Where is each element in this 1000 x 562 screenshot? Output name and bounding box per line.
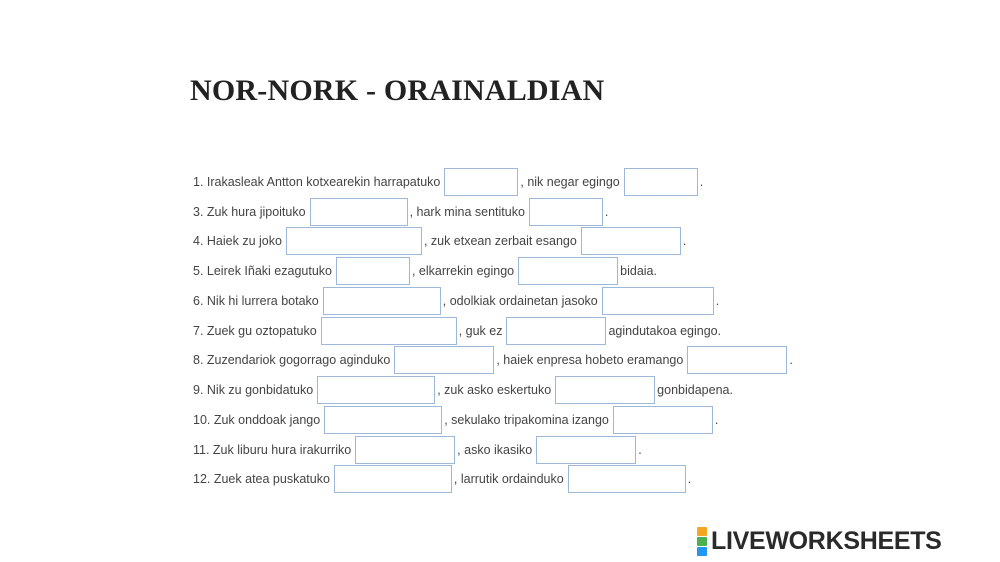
exercise-row [193, 197, 873, 227]
answer-input-10-1[interactable] [355, 436, 455, 464]
sentence-text: 8. Zuzendariok gogorrago aginduko [193, 353, 391, 368]
sentence-text: 4. Haiek zu joko [193, 234, 282, 249]
sentence-text: 12. Zuek atea puskatuko [193, 472, 330, 487]
sentence-text: , elkarrekin egingo [411, 264, 515, 279]
sentence-text: 3. Zuk hura jipoituko [193, 204, 306, 219]
exercise-row [193, 316, 873, 346]
answer-input-6-1[interactable] [321, 317, 457, 345]
exercise-list [193, 167, 873, 494]
sentence-text: 9. Nik zu gonbidatuko [193, 383, 314, 398]
sentence-text: , guk ez [458, 323, 503, 338]
sentence-text: , sekulako tripakomina izango [444, 412, 609, 427]
answer-input-5-2[interactable] [602, 287, 714, 315]
exercise-row [193, 167, 873, 197]
answer-input-4-2[interactable] [518, 257, 618, 285]
sentence-text: gonbidapena. [657, 383, 733, 398]
answer-input-2-1[interactable] [310, 198, 408, 226]
logo-icon [697, 527, 707, 556]
sentence-text: , odolkiak ordainetan jasoko [442, 293, 598, 308]
exercise-row [193, 375, 873, 405]
answer-input-1-2[interactable] [624, 168, 698, 196]
sentence-text: . [638, 442, 642, 457]
answer-input-4-1[interactable] [336, 257, 410, 285]
answer-input-11-2[interactable] [568, 465, 686, 493]
sentence-text: agindutakoa egingo. [608, 323, 722, 338]
sentence-text: . [789, 353, 793, 368]
liveworksheets-logo[interactable] [697, 526, 942, 556]
page-title: NOR-NORK - ORAINALDIAN [190, 74, 605, 107]
sentence-text: . [687, 472, 692, 487]
answer-input-10-2[interactable] [536, 436, 636, 464]
sentence-text: 7. Zuek gu oztopatuko [193, 323, 317, 338]
answer-input-3-2[interactable] [581, 227, 681, 255]
answer-input-8-1[interactable] [317, 376, 435, 404]
sentence-text: , nik negar egingo [520, 174, 620, 189]
exercise-row [193, 256, 873, 286]
sentence-text: . [682, 234, 687, 249]
exercise-row [193, 405, 873, 435]
sentence-text: bidaia. [620, 264, 657, 279]
answer-input-11-1[interactable] [334, 465, 452, 493]
sentence-text: . [699, 174, 704, 189]
sentence-text: . [714, 412, 719, 427]
logo-block-2 [697, 537, 707, 546]
exercise-row [193, 465, 873, 495]
answer-input-8-2[interactable] [555, 376, 655, 404]
sentence-text: 1. Irakasleak Antton kotxearekin harrapatuko [193, 174, 441, 189]
sentence-text: 5. Leirek Iñaki ezagutuko [193, 264, 332, 279]
logo-block-3 [697, 547, 707, 556]
sentence-text: , zuk etxean zerbait esango [423, 234, 577, 249]
exercise-row [193, 286, 873, 316]
answer-input-1-1[interactable] [444, 168, 518, 196]
answer-input-7-1[interactable] [394, 346, 494, 374]
sentence-text: , hark mina sentituko [409, 204, 525, 219]
logo-block-1 [697, 527, 707, 536]
exercise-row [193, 346, 873, 376]
answer-input-6-2[interactable] [506, 317, 606, 345]
sentence-text: 6. Nik hi lurrera botako [193, 293, 319, 308]
sentence-text: , asko ikasiko [457, 442, 533, 457]
answer-input-3-1[interactable] [286, 227, 422, 255]
answer-input-5-1[interactable] [323, 287, 441, 315]
sentence-text: 10. Zuk onddoak jango [193, 412, 321, 427]
logo-text: LIVEWORKSHEETS [711, 526, 942, 555]
sentence-text: 11. Zuk liburu hura irakurriko [193, 442, 352, 457]
sentence-text: , zuk asko eskertuko [437, 383, 552, 398]
sentence-text: , larrutik ordainduko [453, 472, 564, 487]
exercise-row [193, 227, 873, 257]
sentence-text: , haiek enpresa hobeto eramango [496, 353, 684, 368]
sentence-text: . [715, 293, 720, 308]
answer-input-2-2[interactable] [529, 198, 603, 226]
answer-input-9-1[interactable] [324, 406, 442, 434]
exercise-row [193, 435, 873, 465]
sentence-text: . [604, 204, 609, 219]
answer-input-9-2[interactable] [613, 406, 713, 434]
answer-input-7-2[interactable] [687, 346, 787, 374]
